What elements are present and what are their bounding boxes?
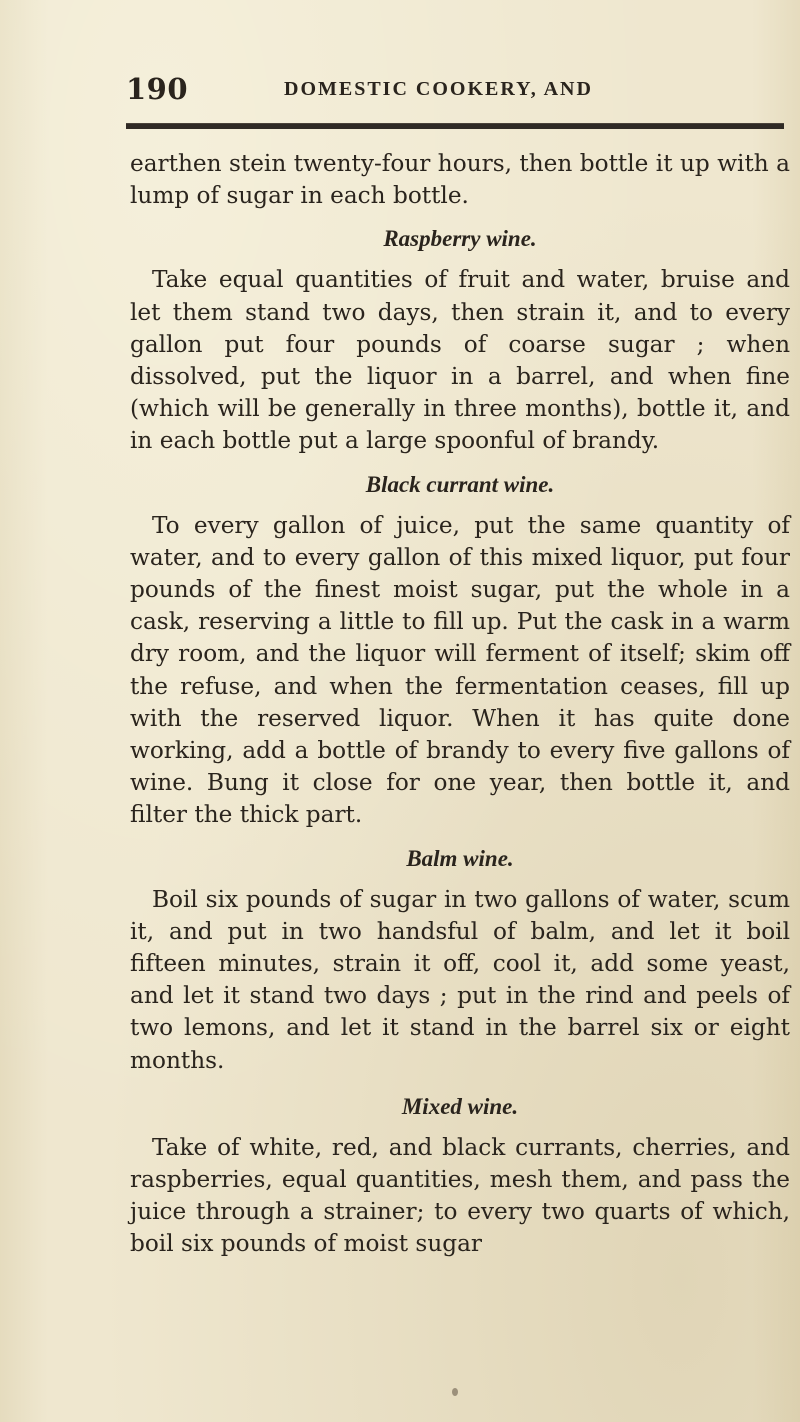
spacer (130, 832, 790, 843)
paragraph-black-currant-wine: To every gallon of juice, put the same quantity of water, and to every gallon of this mixed liquor, put four pounds of the finest moist sugar, put the whole in a cask, reserving a little to fill up. Put the cask in a warm dry room, and the liquor will ferment of itself; skim off the refuse, and when the fermentation ceases, fill up with the reserved liquor. When it has quite done working, add a bottle of brandy to every five gallons of wine. Bung it close for one year, then bottle it, and filter the thick part. (130, 511, 790, 829)
paragraph-mixed-wine: Take of white, red, and black currants, cherries, and raspberries, equal quantities, mesh them, and pass the juice through a strainer; to every two quarts of which, boil six pounds of moist sugar (130, 1133, 790, 1258)
spacer (130, 255, 790, 264)
spacer (130, 1123, 790, 1132)
recipe-heading-black-currant-wine: Black currant wine. (365, 471, 555, 497)
paragraph-continuation: earthen stein twenty-four hours, then bottle it up with a lump of sugar in each bottle. (130, 150, 790, 210)
recipe-heading-balm-wine: Balm wine. (406, 845, 514, 871)
paper-speck (452, 1388, 458, 1396)
header-rule (126, 123, 784, 129)
spacer (130, 875, 790, 884)
spacer (130, 458, 790, 469)
paragraph-balm-wine: Boil six pounds of sugar in two gallons of water, scum it, and put in two handsful of balm, and let it boil fifteen minutes, strain it off, cool it, add some yeast, and let it stand two days ; put in the rind and peels of two lemons, and let it stand in the barrel six or eight months. (130, 885, 790, 1074)
page-body (130, 148, 790, 1261)
paragraph-raspberry-wine: Take equal quantities of fruit and water, bruise and let them stand two days, then strain it, and to every gallon put four pounds of coarse sugar ; when dissolved, put the liquor in a barrel, and when fine (which will be generally in three months), bottle it, and in each bottle put a large spoonful of brandy. (130, 266, 790, 455)
spacer (130, 501, 790, 510)
page-header (126, 72, 786, 108)
spacer (130, 1077, 790, 1091)
spacer (130, 212, 790, 223)
running-head: DOMESTIC COOKERY, AND (284, 78, 593, 100)
recipe-heading-mixed-wine: Mixed wine. (401, 1093, 519, 1119)
page-number: 190 (126, 72, 189, 106)
recipe-heading-raspberry-wine: Raspberry wine. (383, 226, 537, 252)
